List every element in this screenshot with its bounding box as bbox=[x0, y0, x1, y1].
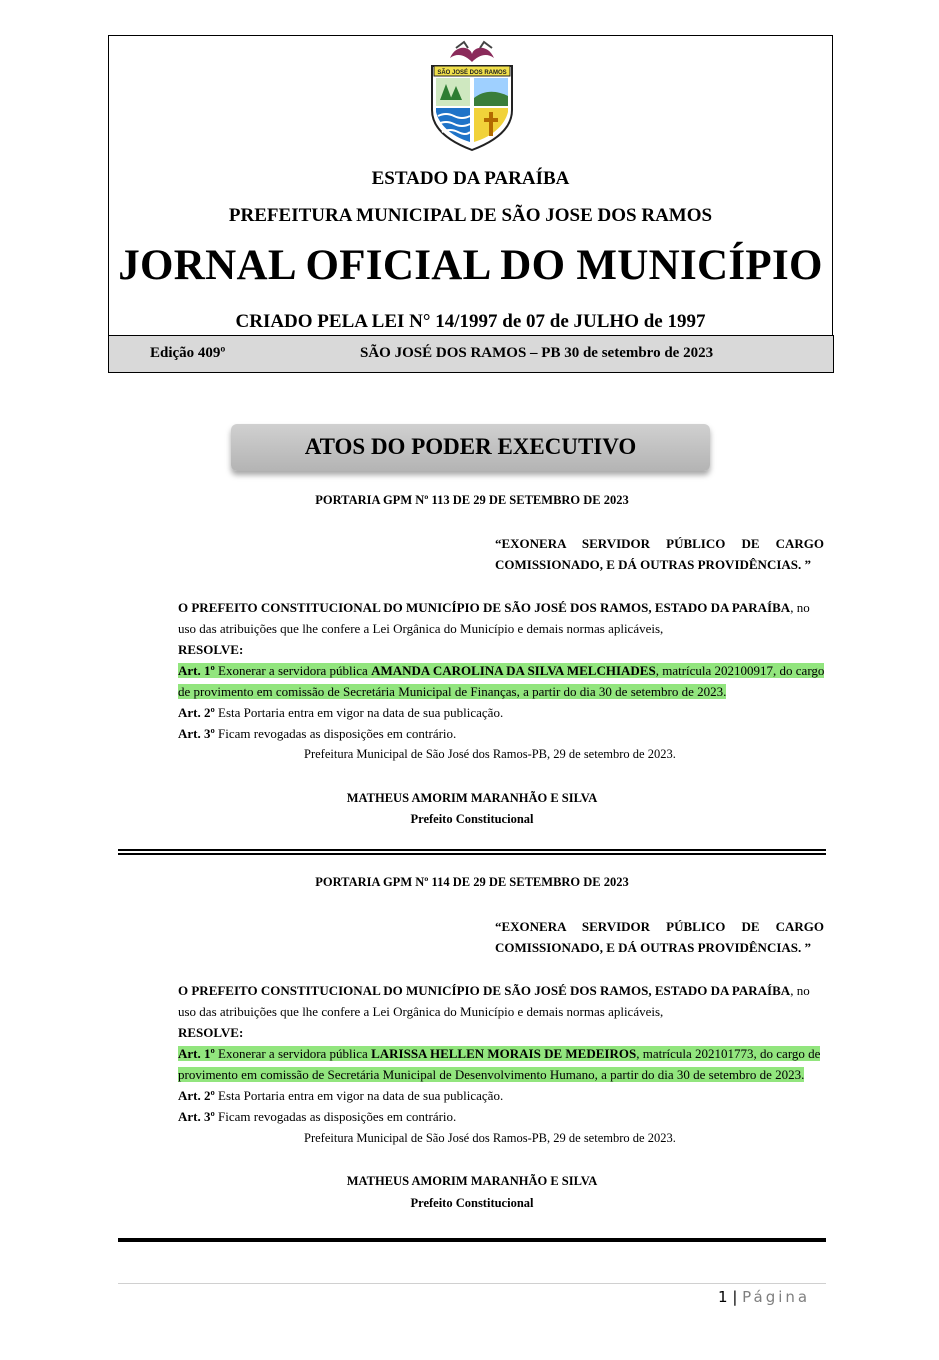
signing-place-date: Prefeitura Municipal de São José dos Ramos-PB, 29 de setembro de 2023. bbox=[304, 747, 676, 761]
article-2: Art. 2º Esta Portaria entra em vigor na data de sua publicação. bbox=[178, 705, 504, 720]
page-number: 1 bbox=[718, 1288, 728, 1306]
footer-rule bbox=[118, 1283, 826, 1284]
article-3: Art. 3º Ficam revogadas as disposições em contrário. bbox=[178, 726, 457, 741]
section-title: ATOS DO PODER EXECUTIVO bbox=[231, 424, 710, 471]
edition-number: Edição 409º bbox=[150, 345, 226, 361]
page-footer bbox=[718, 1288, 810, 1306]
portaria-ementa bbox=[495, 916, 824, 958]
portaria-title: PORTARIA GPM Nº 113 DE 29 DE SETEMBRO DE 2023 bbox=[315, 493, 629, 507]
article-3: Art. 3º Ficam revogadas as disposições em contrário. bbox=[178, 1109, 457, 1124]
article-1: Art. 1º Exonerar a servidora pública AMANDA CAROLINA DA SILVA MELCHIADES, matrícula 202100917, do cargo de provimento em comissão de Secretária Municipal de Finanças, a partir do dia 30 de setembro de 2023. bbox=[178, 663, 825, 699]
creation-law: CRIADO PELA LEI N° 14/1997 de 07 de JULHO de 1997 bbox=[235, 311, 706, 332]
ementa-line: COMISSIONADO, E DÁ OUTRAS PROVIDÊNCIAS. ” bbox=[495, 940, 812, 955]
resolve-label: RESOLVE: bbox=[178, 642, 244, 657]
ementa-line: “EXONERA SERVIDOR PÚBLICO DE CARGO bbox=[495, 919, 824, 934]
employee-name: LARISSA HELLEN MORAIS DE MEDEIROS bbox=[371, 1046, 637, 1061]
end-rule bbox=[118, 1238, 826, 1242]
svg-text:SÃO JOSÉ DOS RAMOS: SÃO JOSÉ DOS RAMOS bbox=[437, 70, 507, 76]
article-1: Art. 1º Exonerar a servidora pública LARISSA HELLEN MORAIS DE MEDEIROS, matrícula 202101773, do cargo de provimento em comissão de Secretária Municipal de Desenvolvimento Humano, a partir do dia 30 de setembro de 2023. bbox=[178, 1046, 821, 1082]
portaria-title: PORTARIA GPM Nº 114 DE 29 DE SETEMBRO DE 2023 bbox=[315, 875, 629, 889]
prefecture-name: PREFEITURA MUNICIPAL DE SÃO JOSE DOS RAMOS bbox=[228, 205, 713, 226]
article-2: Art. 2º Esta Portaria entra em vigor na data de sua publicação. bbox=[178, 1088, 504, 1103]
ementa-line: COMISSIONADO, E DÁ OUTRAS PROVIDÊNCIAS. ” bbox=[495, 557, 812, 572]
preamble: O PREFEITO CONSTITUCIONAL DO MUNICÍPIO DE SÃO JOSÉ DOS RAMOS, ESTADO DA PARAÍBA, no uso das atribuições que lhe confere a Lei Orgânica do Município e demais normas aplicáveis, bbox=[178, 600, 810, 636]
signer-role: Prefeito Constitucional bbox=[410, 812, 534, 826]
resolve-label: RESOLVE: bbox=[178, 1025, 244, 1040]
signer-name: MATHEUS AMORIM MARANHÃO E SILVA bbox=[346, 791, 598, 805]
page-separator: | bbox=[732, 1288, 738, 1306]
signer-role: Prefeito Constitucional bbox=[410, 1196, 534, 1210]
state-name: ESTADO DA PARAÍBA bbox=[371, 168, 570, 189]
preamble: O PREFEITO CONSTITUCIONAL DO MUNICÍPIO DE SÃO JOSÉ DOS RAMOS, ESTADO DA PARAÍBA, no uso das atribuições que lhe confere a Lei Orgânica do Município e demais normas aplicáveis, bbox=[178, 983, 810, 1019]
signing-place-date: Prefeitura Municipal de São José dos Ramos-PB, 29 de setembro de 2023. bbox=[304, 1131, 676, 1145]
ementa-line: “EXONERA SERVIDOR PÚBLICO DE CARGO bbox=[495, 536, 824, 551]
journal-title: JORNAL OFICIAL DO MUNICÍPIO bbox=[118, 242, 823, 289]
employee-name: AMANDA CAROLINA DA SILVA MELCHIADES bbox=[371, 663, 656, 678]
portaria-body bbox=[120, 980, 826, 1127]
page-label: Página bbox=[742, 1288, 811, 1306]
portaria-ementa bbox=[495, 533, 824, 575]
signer-name: MATHEUS AMORIM MARANHÃO E SILVA bbox=[346, 1174, 598, 1188]
portaria-body bbox=[120, 597, 826, 744]
section-divider bbox=[118, 849, 826, 855]
edition-place-date: SÃO JOSÉ DOS RAMOS – PB 30 de setembro de 2023 bbox=[360, 345, 714, 361]
municipal-crest-icon bbox=[426, 40, 518, 152]
